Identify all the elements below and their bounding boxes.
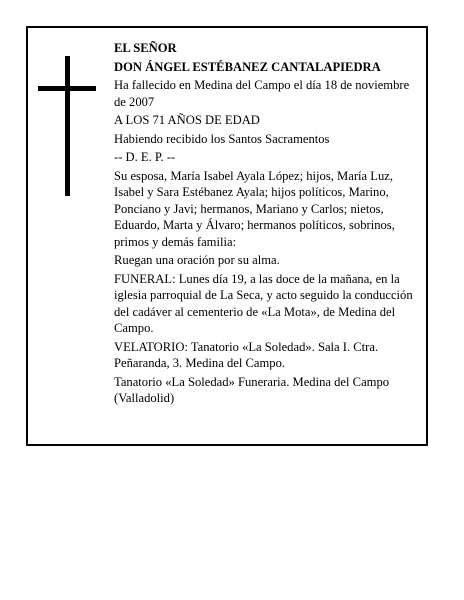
rip-line: -- D. E. P. -- — [114, 150, 176, 164]
notice-title: EL SEÑOR — [114, 41, 177, 55]
age-statement: A LOS 71 AÑOS DE EDAD — [114, 113, 260, 127]
cross-vertical-bar — [65, 56, 70, 196]
obituary-text — [114, 40, 424, 409]
family-list: Su esposa, María Isabel Ayala López; hijos, María Luz, Isabel y Sara Estébanez Ayala; hijos políticos, Marino, Ponciano y Javi; hermanos, Mariano y Carlos; nietos, Eduardo, Marta y Álvaro; hermanos políticos, sobrinos, primos y demás familia: — [114, 168, 395, 249]
wake-info: VELATORIO: Tanatorio «La Soledad». Sala I. Ctra. Peñaranda, 3. Medina del Campo. — [114, 339, 379, 370]
sacraments-statement: Habiendo recibido los Santos Sacramentos — [114, 131, 330, 146]
funeral-home-info: Tanatorio «La Soledad» Funeraria. Medina del Campo (Valladolid) — [114, 374, 390, 405]
death-statement: Ha fallecido en Medina del Campo el día 18 de noviembre de 2007 — [114, 78, 410, 109]
prayer-request: Ruegan una oración por su alma. — [114, 253, 280, 267]
cross-horizontal-bar — [38, 86, 96, 91]
deceased-name: DON ÁNGEL ESTÉBANEZ CANTALAPIEDRA — [114, 59, 381, 74]
funeral-info: FUNERAL: Lunes día 19, a las doce de la mañana, en la iglesia parroquial de La Seca, y acto seguido la conducción del cadáver al cementerio de «La Mota», de Medina del Campo. — [114, 271, 413, 335]
